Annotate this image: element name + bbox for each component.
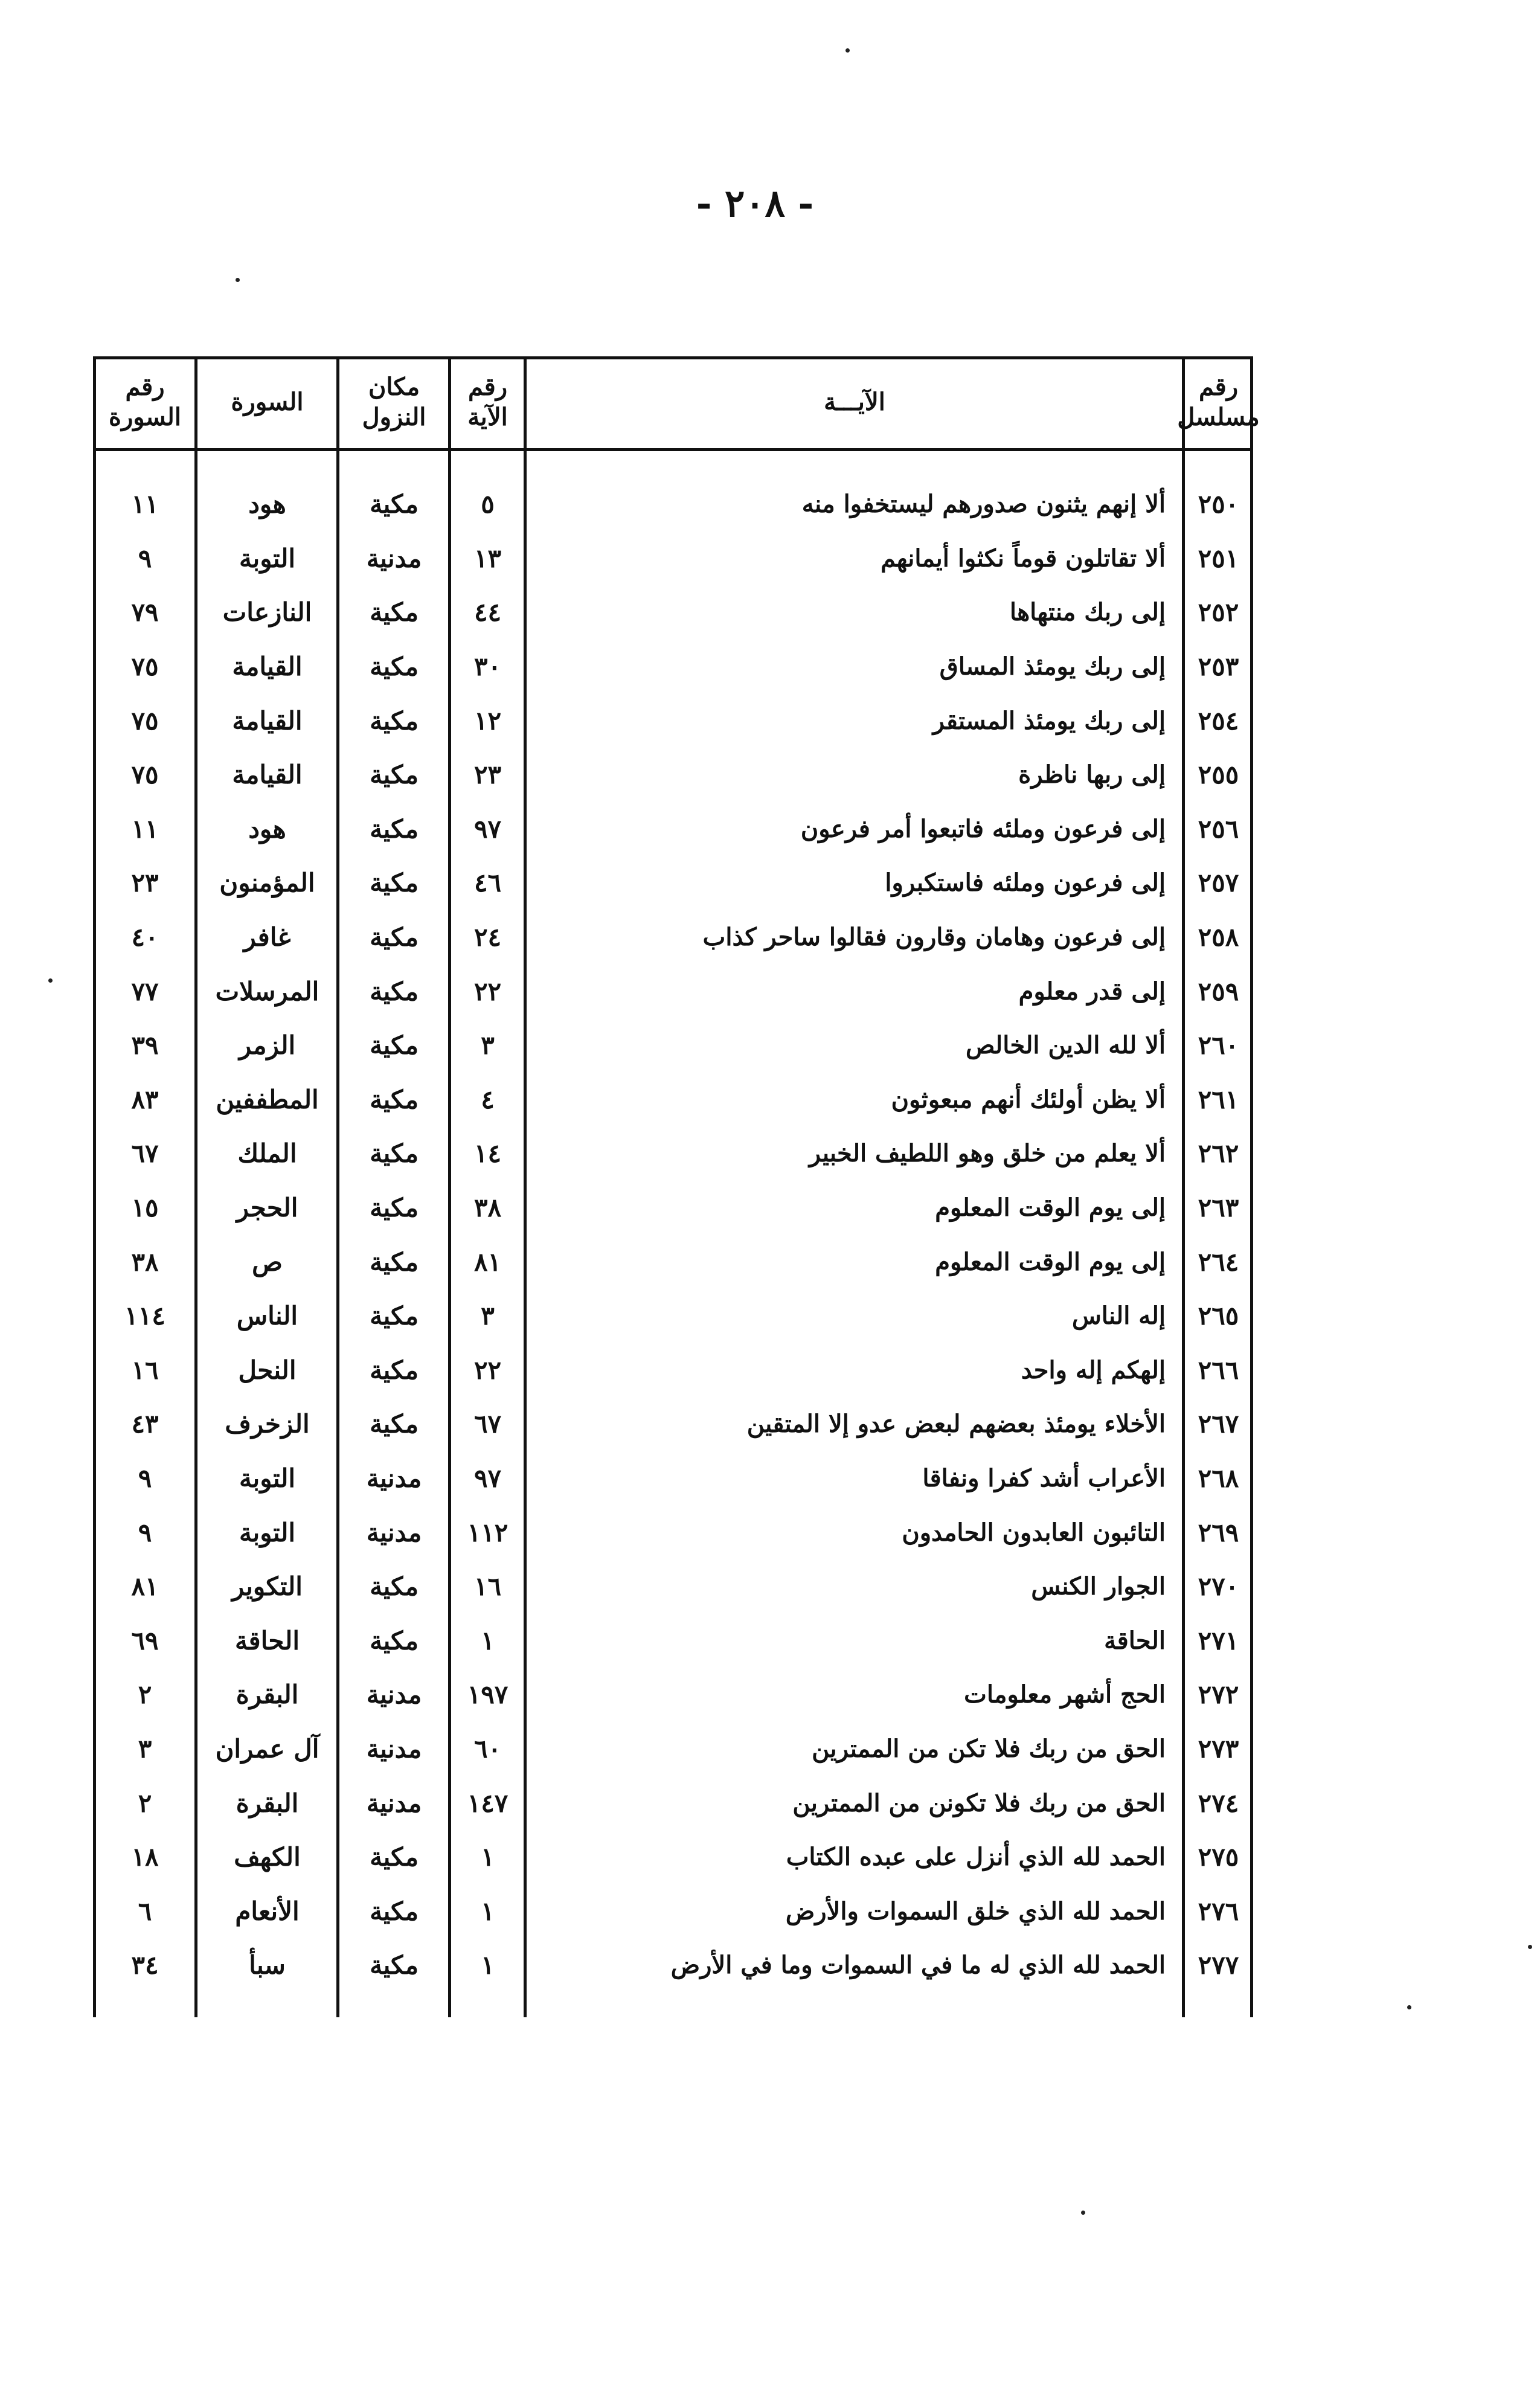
cell-surah-number: ٧٥ [131, 705, 159, 736]
cell-ayah-number: ٩٧ [473, 814, 502, 844]
header-surah: السورة [231, 388, 304, 416]
cell-ayah-number: ٤٤ [473, 597, 502, 628]
cell-surah: الحاقة [235, 1625, 300, 1655]
scan-speck [845, 48, 850, 53]
cell-verse: إلى فرعون وملئه فاتبعوا أمر فرعون [800, 814, 1166, 843]
header-surah-number: رقم السورة [109, 373, 181, 431]
cell-revelation-place: مكية [370, 1030, 419, 1061]
cell-verse: إلى فرعون وملئه فاستكبروا [885, 869, 1166, 898]
cell-surah-number: ٩ [138, 1463, 152, 1493]
cell-surah: الزخرف [225, 1409, 310, 1439]
cell-serial-number: ٢٦٢ [1198, 1138, 1239, 1169]
cell-serial-number: ٢٥٠ [1198, 489, 1239, 519]
cell-surah-number: ٩ [138, 1517, 152, 1547]
cell-revelation-place: مكية [370, 1355, 419, 1385]
table-row [94, 1397, 1253, 1451]
cell-verse: ألا يعلم من خلق وهو اللطيف الخبير [809, 1139, 1166, 1168]
cell-serial-number: ٢٧٥ [1198, 1842, 1239, 1872]
cell-ayah-number: ٦٧ [473, 1409, 502, 1439]
table-row [94, 1776, 1253, 1830]
cell-serial-number: ٢٦٤ [1198, 1247, 1239, 1277]
table-row [94, 1830, 1253, 1884]
header-verse: الآيـــة [824, 388, 885, 416]
cell-surah-number: ٣٩ [131, 1030, 159, 1061]
cell-surah-number: ٦٩ [131, 1625, 159, 1655]
cell-surah: الكهف [234, 1842, 301, 1872]
cell-serial-number: ٢٧٢ [1198, 1680, 1239, 1710]
cell-surah-number: ١١٤ [124, 1301, 165, 1331]
cell-verse: إلهكم إله واحد [1021, 1355, 1166, 1384]
cell-ayah-number: ٩٧ [473, 1463, 502, 1493]
cell-ayah-number: ١٤٧ [467, 1788, 509, 1818]
table-row [94, 1451, 1253, 1506]
cell-revelation-place: مكية [370, 814, 419, 844]
cell-surah: الملك [237, 1138, 297, 1169]
cell-verse: إلى قدر معلوم [1018, 977, 1166, 1006]
cell-verse: الحمد لله الذي خلق السموات والأرض [785, 1896, 1166, 1925]
cell-ayah-number: ١٦ [473, 1572, 502, 1602]
cell-verse: ألا لله الدين الخالص [966, 1031, 1166, 1060]
cell-surah: الناس [236, 1301, 298, 1331]
cell-verse: الأعراب أشد كفرا ونفاقا [922, 1463, 1166, 1492]
cell-surah-number: ٨١ [131, 1572, 159, 1602]
table-row [94, 1668, 1253, 1722]
cell-revelation-place: مدنية [366, 1788, 422, 1818]
page-number: - ٢٠٨ - [696, 181, 814, 225]
header-revelation-place: مكان النزول [362, 373, 426, 431]
scan-speck [48, 978, 53, 983]
cell-ayah-number: ١ [481, 1625, 495, 1655]
cell-surah-number: ٤٣ [131, 1409, 159, 1439]
cell-serial-number: ٢٦٦ [1198, 1355, 1239, 1385]
cell-surah-number: ١٦ [131, 1355, 159, 1385]
cell-verse: التائبون العابدون الحامدون [902, 1518, 1166, 1547]
cell-revelation-place: مكية [370, 760, 419, 790]
cell-ayah-number: ٣٠ [473, 652, 502, 682]
cell-revelation-place: مكية [370, 976, 419, 1006]
cell-surah: الحجر [236, 1193, 298, 1223]
cell-verse: إله الناس [1071, 1302, 1166, 1331]
cell-ayah-number: ١٢ [473, 705, 502, 736]
cell-surah: النحل [238, 1355, 297, 1385]
table-body [94, 477, 1253, 1993]
cell-ayah-number: ١ [481, 1950, 495, 1980]
cell-surah: النازعات [222, 597, 312, 628]
table-header-rule [94, 448, 1253, 451]
cell-ayah-number: ١ [481, 1842, 495, 1872]
cell-revelation-place: مكية [370, 489, 419, 519]
cell-revelation-place: مكية [370, 652, 419, 682]
table-row [94, 1613, 1253, 1668]
cell-surah-number: ٢ [138, 1788, 152, 1818]
cell-surah: الأنعام [235, 1896, 300, 1926]
cell-surah-number: ٤٠ [131, 922, 159, 952]
cell-revelation-place: مدنية [366, 1517, 422, 1547]
table-row [94, 1884, 1253, 1938]
cell-ayah-number: ٥ [481, 489, 495, 519]
cell-surah-number: ١٥ [131, 1193, 159, 1223]
cell-surah: المطففين [216, 1084, 319, 1114]
cell-serial-number: ٢٥١ [1198, 543, 1239, 573]
cell-verse: الحق من ربك فلا تكن من الممترين [812, 1734, 1166, 1763]
cell-revelation-place: مكية [370, 868, 419, 898]
cell-revelation-place: مكية [370, 1301, 419, 1331]
cell-revelation-place: مكية [370, 1247, 419, 1277]
cell-revelation-place: مكية [370, 1625, 419, 1655]
cell-revelation-place: مكية [370, 1950, 419, 1980]
cell-surah-number: ٧٩ [131, 597, 159, 628]
cell-ayah-number: ٢٣ [473, 760, 502, 790]
table-row [94, 531, 1253, 586]
header-ayah-number: رقم الآية [467, 373, 508, 431]
table-row [94, 1289, 1253, 1343]
cell-surah: غافر [243, 922, 291, 952]
table-row [94, 640, 1253, 694]
cell-ayah-number: ١ [481, 1896, 495, 1926]
cell-surah: التكوير [232, 1572, 303, 1602]
cell-ayah-number: ٣٨ [473, 1193, 502, 1223]
cell-serial-number: ٢٥٣ [1198, 652, 1239, 682]
cell-surah-number: ٧٧ [131, 976, 159, 1006]
cell-surah-number: ٢ [138, 1680, 152, 1710]
table-row [94, 1722, 1253, 1776]
table-row [94, 477, 1253, 531]
cell-ayah-number: ٣ [481, 1030, 495, 1061]
scan-speck [1407, 2005, 1411, 2009]
cell-surah-number: ٣٤ [131, 1950, 159, 1980]
scan-speck [236, 278, 240, 282]
cell-verse: الحمد لله الذي له ما في السموات وما في الأرض [670, 1951, 1166, 1980]
cell-revelation-place: مكية [370, 1896, 419, 1926]
cell-surah: آل عمران [215, 1733, 319, 1764]
cell-serial-number: ٢٦٣ [1198, 1193, 1239, 1223]
cell-verse: إلى ربك يومئذ المساق [939, 652, 1166, 681]
table-row [94, 1938, 1253, 1993]
cell-serial-number: ٢٧٣ [1198, 1733, 1239, 1764]
table-row [94, 1343, 1253, 1398]
cell-serial-number: ٢٦٠ [1198, 1030, 1239, 1061]
cell-verse: ألا تقاتلون قوماً نكثوا أيمانهم [881, 544, 1166, 573]
cell-revelation-place: مكية [370, 1572, 419, 1602]
cell-surah: البقرة [236, 1680, 299, 1710]
cell-verse: إلى يوم الوقت المعلوم [935, 1247, 1166, 1276]
cell-surah: التوبة [239, 1463, 296, 1493]
cell-verse: الحج أشهر معلومات [964, 1680, 1166, 1709]
cell-surah-number: ٦٧ [131, 1138, 159, 1169]
cell-ayah-number: ١١٢ [467, 1517, 509, 1547]
cell-verse: إلى يوم الوقت المعلوم [935, 1193, 1166, 1222]
header-serial-number: رقم مسلسل [1177, 373, 1260, 431]
cell-verse: إلى فرعون وهامان وقارون فقالوا ساحر كذاب [702, 923, 1166, 952]
cell-serial-number: ٢٧٦ [1198, 1896, 1239, 1926]
cell-surah-number: ١١ [131, 814, 159, 844]
cell-surah: المرسلات [215, 976, 319, 1006]
table-row [94, 585, 1253, 640]
table-row [94, 1559, 1253, 1614]
scan-speck [1528, 1945, 1532, 1949]
cell-ayah-number: ٤٦ [473, 868, 502, 898]
cell-revelation-place: مكية [370, 1193, 419, 1223]
cell-serial-number: ٢٦٧ [1198, 1409, 1239, 1439]
cell-verse: الحاقة [1104, 1626, 1166, 1655]
cell-serial-number: ٢٥٩ [1198, 976, 1239, 1006]
cell-ayah-number: ٨١ [473, 1247, 502, 1277]
cell-verse: ألا إنهم يثنون صدورهم ليستخفوا منه [801, 490, 1166, 519]
cell-verse: الأخلاء يومئذ بعضهم لبعض عدو إلا المتقين [746, 1410, 1166, 1439]
cell-ayah-number: ٣ [481, 1301, 495, 1331]
cell-revelation-place: مكية [370, 1842, 419, 1872]
cell-surah-number: ٩ [138, 543, 152, 573]
table-row [94, 1235, 1253, 1289]
cell-surah: البقرة [236, 1788, 299, 1818]
cell-serial-number: ٢٧٤ [1198, 1788, 1239, 1818]
cell-verse: إلى ربها ناظرة [1018, 760, 1166, 789]
cell-surah: ص [252, 1247, 283, 1277]
cell-ayah-number: ١٤ [473, 1138, 502, 1169]
cell-ayah-number: ١٩٧ [467, 1680, 509, 1710]
cell-revelation-place: مكية [370, 1138, 419, 1169]
table-row [94, 748, 1253, 802]
cell-surah: سبأ [249, 1950, 286, 1980]
cell-surah-number: ٨٣ [131, 1084, 159, 1114]
cell-ayah-number: ٤ [481, 1084, 495, 1114]
cell-surah: التوبة [239, 1517, 296, 1547]
cell-surah: القيامة [232, 705, 303, 736]
cell-revelation-place: مكية [370, 1084, 419, 1114]
cell-surah-number: ٧٥ [131, 760, 159, 790]
cell-surah-number: ١١ [131, 489, 159, 519]
cell-surah-number: ٢٣ [131, 868, 159, 898]
cell-revelation-place: مدنية [366, 1680, 422, 1710]
cell-surah: القيامة [232, 760, 303, 790]
cell-serial-number: ٢٧١ [1198, 1625, 1239, 1655]
table-row [94, 1018, 1253, 1073]
cell-serial-number: ٢٦٨ [1198, 1463, 1239, 1493]
table-row [94, 1073, 1253, 1127]
cell-ayah-number: ١٣ [473, 543, 502, 573]
table-row [94, 802, 1253, 856]
verse-index-table [94, 356, 1260, 2017]
cell-verse: إلى ربك يومئذ المستقر [932, 706, 1166, 735]
cell-surah: هود [248, 489, 286, 519]
cell-surah: القيامة [232, 652, 303, 682]
cell-surah: الزمر [239, 1030, 296, 1061]
cell-verse: إلى ربك منتهاها [1009, 598, 1166, 627]
cell-revelation-place: مدنية [366, 1733, 422, 1764]
cell-serial-number: ٢٦٥ [1198, 1301, 1239, 1331]
cell-surah: هود [248, 814, 286, 844]
scan-speck [1081, 2211, 1085, 2215]
cell-verse: ألا يظن أولئك أنهم مبعوثون [891, 1085, 1166, 1114]
cell-serial-number: ٢٧٠ [1198, 1572, 1239, 1602]
cell-revelation-place: مكية [370, 922, 419, 952]
table-row [94, 910, 1253, 965]
cell-serial-number: ٢٦٩ [1198, 1517, 1239, 1547]
cell-verse: الجوار الكنس [1031, 1572, 1166, 1601]
cell-serial-number: ٢٥٦ [1198, 814, 1239, 844]
cell-serial-number: ٢٥٧ [1198, 868, 1239, 898]
table-row [94, 693, 1253, 748]
cell-revelation-place: مكية [370, 597, 419, 628]
cell-serial-number: ٢٧٧ [1198, 1950, 1239, 1980]
cell-serial-number: ٢٥٥ [1198, 760, 1239, 790]
cell-ayah-number: ٢٤ [473, 922, 502, 952]
cell-revelation-place: مدنية [366, 1463, 422, 1493]
cell-revelation-place: مدنية [366, 543, 422, 573]
table-row [94, 1126, 1253, 1181]
cell-surah: المؤمنون [219, 868, 315, 898]
table-row [94, 1181, 1253, 1235]
cell-serial-number: ٢٦١ [1198, 1084, 1239, 1114]
cell-surah-number: ٧٥ [131, 652, 159, 682]
cell-surah-number: ٦ [138, 1896, 152, 1926]
table-row [94, 964, 1253, 1018]
table-row [94, 856, 1253, 910]
cell-revelation-place: مكية [370, 1409, 419, 1439]
cell-serial-number: ٢٥٢ [1198, 597, 1239, 628]
table-row [94, 1505, 1253, 1559]
cell-verse: الحق من ربك فلا تكونن من الممترين [792, 1788, 1166, 1817]
cell-surah-number: ١٨ [131, 1842, 159, 1872]
cell-ayah-number: ٢٢ [473, 976, 502, 1006]
cell-surah-number: ٣٨ [131, 1247, 159, 1277]
cell-serial-number: ٢٥٨ [1198, 922, 1239, 952]
cell-revelation-place: مكية [370, 705, 419, 736]
cell-serial-number: ٢٥٤ [1198, 705, 1239, 736]
cell-ayah-number: ٦٠ [473, 1733, 502, 1764]
cell-verse: الحمد لله الذي أنزل على عبده الكتاب [786, 1843, 1166, 1872]
cell-surah: التوبة [239, 543, 296, 573]
cell-surah-number: ٣ [138, 1733, 152, 1764]
cell-ayah-number: ٢٢ [473, 1355, 502, 1385]
